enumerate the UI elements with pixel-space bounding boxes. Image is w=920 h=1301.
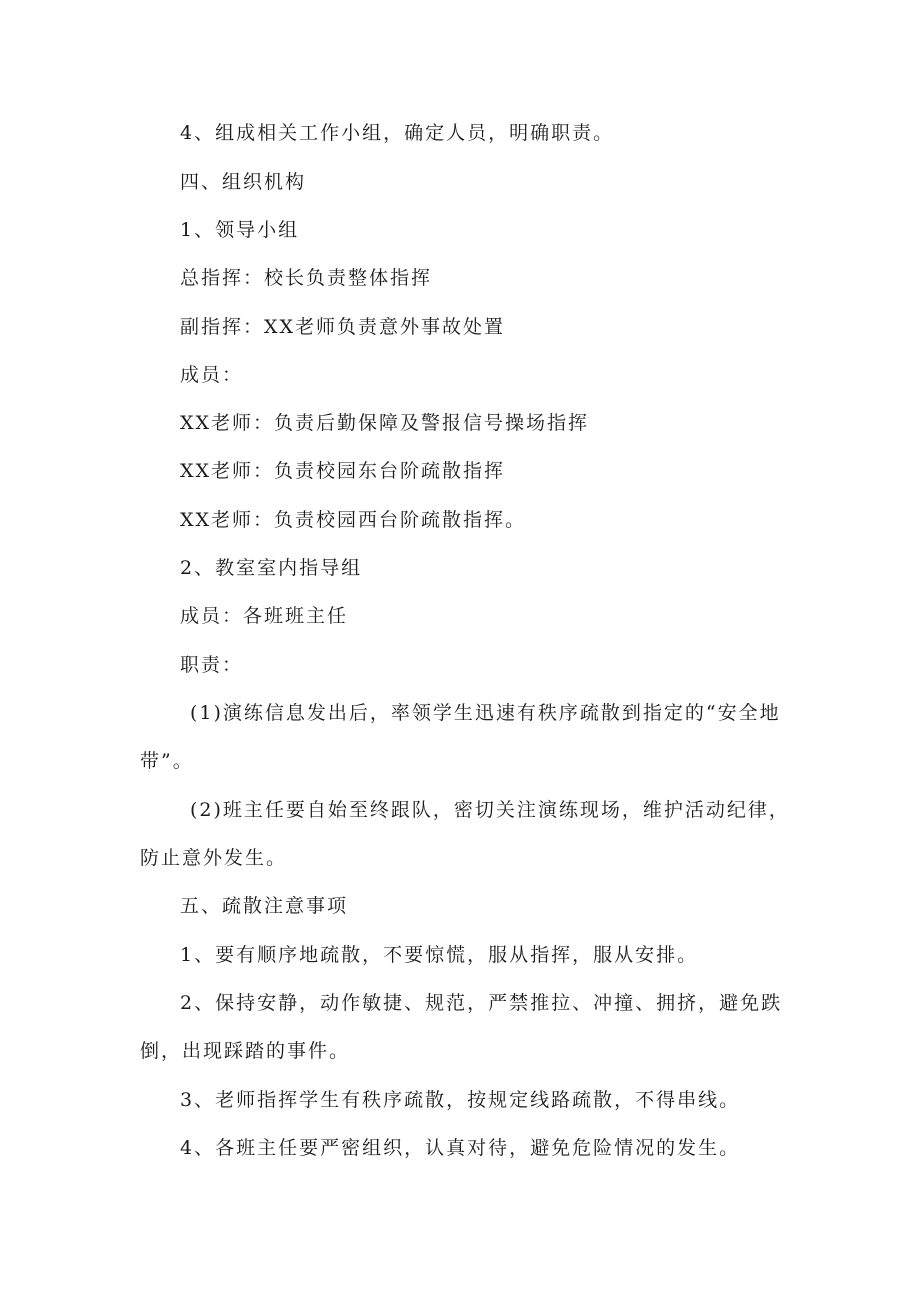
subsection-heading: 1、领导小组 bbox=[180, 219, 300, 241]
text-line: 防止意外发生。 bbox=[140, 847, 288, 869]
text-line: 总指挥：校长负责整体指挥 bbox=[180, 267, 433, 289]
text-line: 职责： bbox=[180, 654, 244, 676]
text-line: 4、组成相关工作小组，确定人员，明确职责。 bbox=[180, 122, 615, 144]
text-line: 4、各班主任要严密组织，认真对待，避免危险情况的发生。 bbox=[180, 1137, 741, 1159]
text-line: (1)演练信息发出后，率领学生迅速有秩序疏散到指定的“安全地 bbox=[190, 702, 781, 724]
text-line: XX老师：负责校园西台阶疏散指挥。 bbox=[180, 509, 527, 531]
text-line: 带”。 bbox=[140, 750, 194, 772]
subsection-heading: 2、教室室内指导组 bbox=[180, 557, 363, 579]
text-line: 2、保持安静，动作敏捷、规范，严禁推拉、冲撞、拥挤，避免跌 bbox=[180, 992, 783, 1014]
text-line: 倒，出现踩踏的事件。 bbox=[140, 1040, 351, 1062]
text-line: XX老师：负责后勤保障及警报信号操场指挥 bbox=[180, 412, 590, 434]
text-line: (2)班主任要自始至终跟队，密切关注演练现场，维护活动纪律， bbox=[190, 799, 790, 821]
text-line: 成员： bbox=[180, 364, 244, 386]
section-heading: 四、组织机构 bbox=[180, 171, 307, 193]
text-line: 1、要有顺序地疏散，不要惊慌，服从指挥，服从安排。 bbox=[180, 944, 699, 966]
text-line: 3、老师指挥学生有秩序疏散，按规定线路疏散，不得串线。 bbox=[180, 1089, 741, 1111]
text-line: XX老师：负责校园东台阶疏散指挥 bbox=[180, 460, 506, 482]
section-heading: 五、疏散注意事项 bbox=[180, 895, 349, 917]
text-line: 成员：各班班主任 bbox=[180, 605, 349, 627]
text-line: 副指挥：XX老师负责意外事故处置 bbox=[180, 316, 506, 338]
